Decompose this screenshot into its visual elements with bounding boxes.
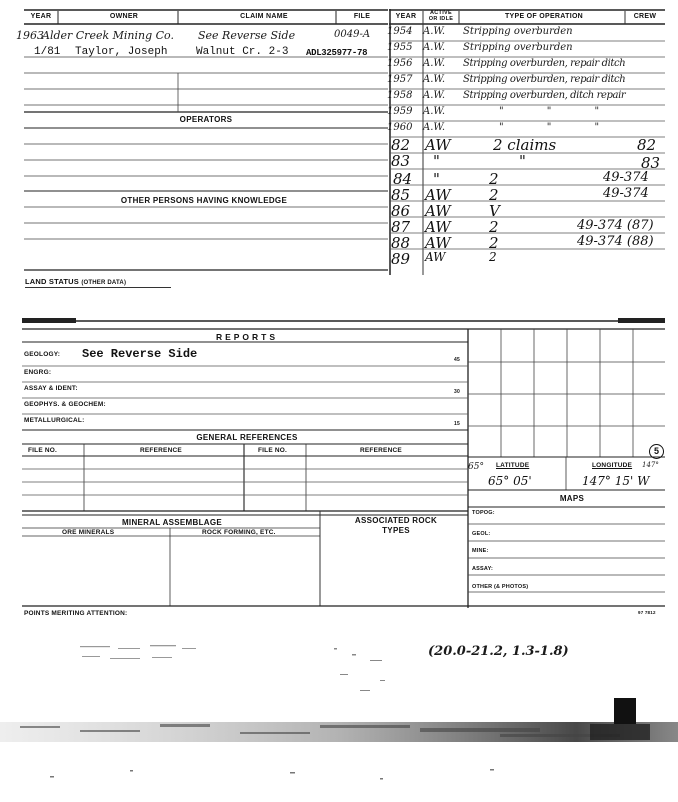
maps-mine-label: MINE: bbox=[472, 548, 489, 554]
ops-row-status: AW bbox=[425, 136, 451, 154]
scan-noise-band bbox=[0, 694, 678, 754]
ops-row-status: AW bbox=[425, 218, 451, 236]
ops-row-type: 2 bbox=[489, 234, 499, 252]
ore-minerals-label: ORE MINERALS bbox=[62, 529, 115, 536]
ops-row-year: 89 bbox=[391, 250, 411, 268]
ref-reference-header: REFERENCE bbox=[140, 447, 182, 454]
ops-row-status: A.W. bbox=[423, 90, 446, 101]
operators-label: OPERATORS bbox=[179, 115, 233, 124]
ops-row-type: " " " bbox=[499, 122, 600, 133]
ops-row-year: 85 bbox=[391, 186, 411, 204]
geology-label: GEOLOGY: bbox=[24, 351, 61, 358]
land-status-label bbox=[25, 277, 126, 286]
rock-forming-label: ROCK FORMING, ETC. bbox=[202, 529, 276, 536]
ops-row-type: Stripping overburden bbox=[463, 42, 573, 53]
ops-row-year: 1960 bbox=[387, 122, 413, 133]
edge-number: 30 bbox=[454, 389, 460, 395]
ops-row-type: 2 bbox=[489, 170, 499, 188]
claims-table bbox=[16, 9, 388, 271]
maps-title: MAPS bbox=[559, 494, 585, 503]
other-persons-label: OTHER PERSONS HAVING KNOWLEDGE bbox=[120, 196, 288, 205]
claim-row-1-owner: Alder Creek Mining Co. bbox=[42, 29, 174, 42]
ops-type-header: TYPE OF OPERATION bbox=[504, 13, 584, 20]
land-status-label-text: LAND STATUS bbox=[25, 277, 80, 286]
maps-topog-label: TOPOG: bbox=[472, 510, 495, 516]
ops-row-status: " bbox=[433, 170, 440, 188]
bottom-specks bbox=[50, 766, 650, 786]
ops-row-status: AW bbox=[425, 234, 451, 252]
longitude-marker: 147° bbox=[642, 461, 659, 469]
mineral-assemblage-title: MINERAL ASSEMBLAGE bbox=[121, 518, 223, 527]
ops-row-type: " bbox=[519, 152, 526, 170]
latitude-label: LATITUDE bbox=[496, 462, 530, 469]
maps-assay-label: ASSAY: bbox=[472, 566, 494, 572]
file-header: FILE bbox=[353, 13, 371, 20]
circle-number-badge: 5 bbox=[649, 444, 664, 459]
coordinates-note: (20.0-21.2, 1.3-1.8) bbox=[428, 644, 569, 659]
ops-row-status: A.W. bbox=[423, 74, 446, 85]
reports-title: REPORTS bbox=[215, 332, 279, 342]
ops-row-status: AW bbox=[425, 202, 451, 220]
land-status-sub: (OTHER DATA) bbox=[81, 280, 127, 286]
ops-row-year: 83 bbox=[391, 152, 411, 170]
ops-row-status: A.W. bbox=[423, 26, 446, 37]
ops-row-year: 1956 bbox=[387, 58, 413, 69]
claim-row-2-claim: Walnut Cr. 2-3 bbox=[196, 46, 289, 58]
claim-row-1-file: 0049-A bbox=[334, 29, 371, 40]
ops-row-type: V bbox=[489, 202, 500, 220]
ops-row-year: 84 bbox=[393, 170, 413, 188]
claim-row-2-owner: Taylor, Joseph bbox=[75, 46, 168, 58]
ops-row-status: A.W. bbox=[423, 122, 446, 133]
land-status-underline bbox=[25, 287, 171, 288]
maps-other-label: OTHER (& PHOTOS) bbox=[472, 584, 529, 590]
claim-row-2-file: ADL325977-78 bbox=[306, 48, 368, 58]
ops-row-type: Stripping overburden, repair ditch bbox=[463, 74, 626, 85]
ops-row-year: 1957 bbox=[387, 74, 413, 85]
general-references-title: GENERAL REFERENCES bbox=[196, 433, 298, 442]
ops-row-status: A.W. bbox=[423, 42, 446, 53]
ops-row-year: 1958 bbox=[387, 90, 413, 101]
latitude-value: 65° 05' bbox=[488, 474, 532, 488]
ops-row-year: 87 bbox=[391, 218, 411, 236]
ops-row-crew: 49-374 bbox=[603, 186, 649, 201]
ops-row-crew: 83 bbox=[641, 154, 661, 172]
longitude-label: LONGITUDE bbox=[592, 462, 633, 469]
form-number: 97 7812 bbox=[638, 610, 656, 615]
ops-row-year: 82 bbox=[391, 136, 411, 154]
ops-year-header: YEAR bbox=[395, 13, 417, 20]
ops-row-year: 1959 bbox=[387, 106, 413, 117]
ops-row-year: 86 bbox=[391, 202, 411, 220]
assay-label: ASSAY & IDENT: bbox=[24, 385, 78, 392]
ops-row-year: 88 bbox=[391, 234, 411, 252]
ops-row-year: 1954 bbox=[387, 26, 413, 37]
engrg-label: ENGRG: bbox=[24, 369, 52, 376]
ops-row-year: 1955 bbox=[387, 42, 413, 53]
ops-row-crew: 49-374 (87) bbox=[577, 218, 654, 233]
ops-row-type: 2 claims bbox=[493, 136, 557, 154]
claim-row-2-year: 1/81 bbox=[34, 46, 61, 58]
ops-row-type: Stripping overburden, repair ditch bbox=[463, 58, 626, 69]
faint-specks-left bbox=[70, 640, 210, 670]
geology-value: See Reverse Side bbox=[82, 347, 198, 361]
associated-rock-types-label: ASSOCIATED ROCK TYPES bbox=[354, 516, 438, 535]
reports-grid bbox=[22, 318, 665, 608]
longitude-value: 147° 15' W bbox=[582, 474, 650, 488]
ops-row-status: AW bbox=[425, 250, 446, 264]
ops-active-idle-header: ACTIVE OR IDLE bbox=[428, 10, 454, 22]
claim-row-1-year: 1963 bbox=[16, 29, 44, 42]
claim-name-header: CLAIM NAME bbox=[240, 13, 288, 20]
ref-file-no-header: FILE NO. bbox=[28, 447, 58, 454]
ref-file-no-header-2: FILE NO. bbox=[258, 447, 288, 454]
edge-number: 15 bbox=[454, 421, 460, 427]
ops-row-status: " bbox=[433, 152, 440, 170]
ops-row-type: 2 bbox=[489, 218, 499, 236]
reports-section bbox=[22, 318, 665, 608]
ops-row-status: A.W. bbox=[423, 106, 446, 117]
edge-number: 45 bbox=[454, 357, 460, 363]
maps-geol-label: GEOL: bbox=[472, 531, 491, 537]
ops-row-crew: 82 bbox=[637, 136, 657, 154]
ops-row-status: A.W. bbox=[423, 58, 446, 69]
ops-row-type: Stripping overburden bbox=[463, 26, 573, 37]
claim-row-1-claim: See Reverse Side bbox=[198, 29, 296, 42]
ops-row-crew: 49-374 bbox=[603, 170, 649, 185]
ops-row-type: " " " bbox=[499, 106, 600, 117]
points-meriting-attention-label: POINTS MERITING ATTENTION: bbox=[24, 610, 128, 617]
ops-row-crew: 49-374 (88) bbox=[577, 234, 654, 249]
metallurgical-label: METALLURGICAL: bbox=[24, 417, 85, 424]
owner-header: OWNER bbox=[109, 13, 139, 20]
lat-prefix: 65° bbox=[468, 462, 484, 472]
year-header: YEAR bbox=[30, 13, 52, 20]
ref-reference-header-2: REFERENCE bbox=[360, 447, 402, 454]
operations-table bbox=[389, 9, 665, 275]
ops-row-type: 2 bbox=[489, 186, 499, 204]
ops-row-status: AW bbox=[425, 186, 451, 204]
ops-row-type: 2 bbox=[489, 250, 497, 264]
geophys-label: GEOPHYS. & GEOCHEM: bbox=[24, 401, 106, 408]
ops-crew-header: CREW bbox=[633, 13, 657, 20]
ops-row-type: Stripping overburden, ditch repair bbox=[463, 90, 626, 101]
